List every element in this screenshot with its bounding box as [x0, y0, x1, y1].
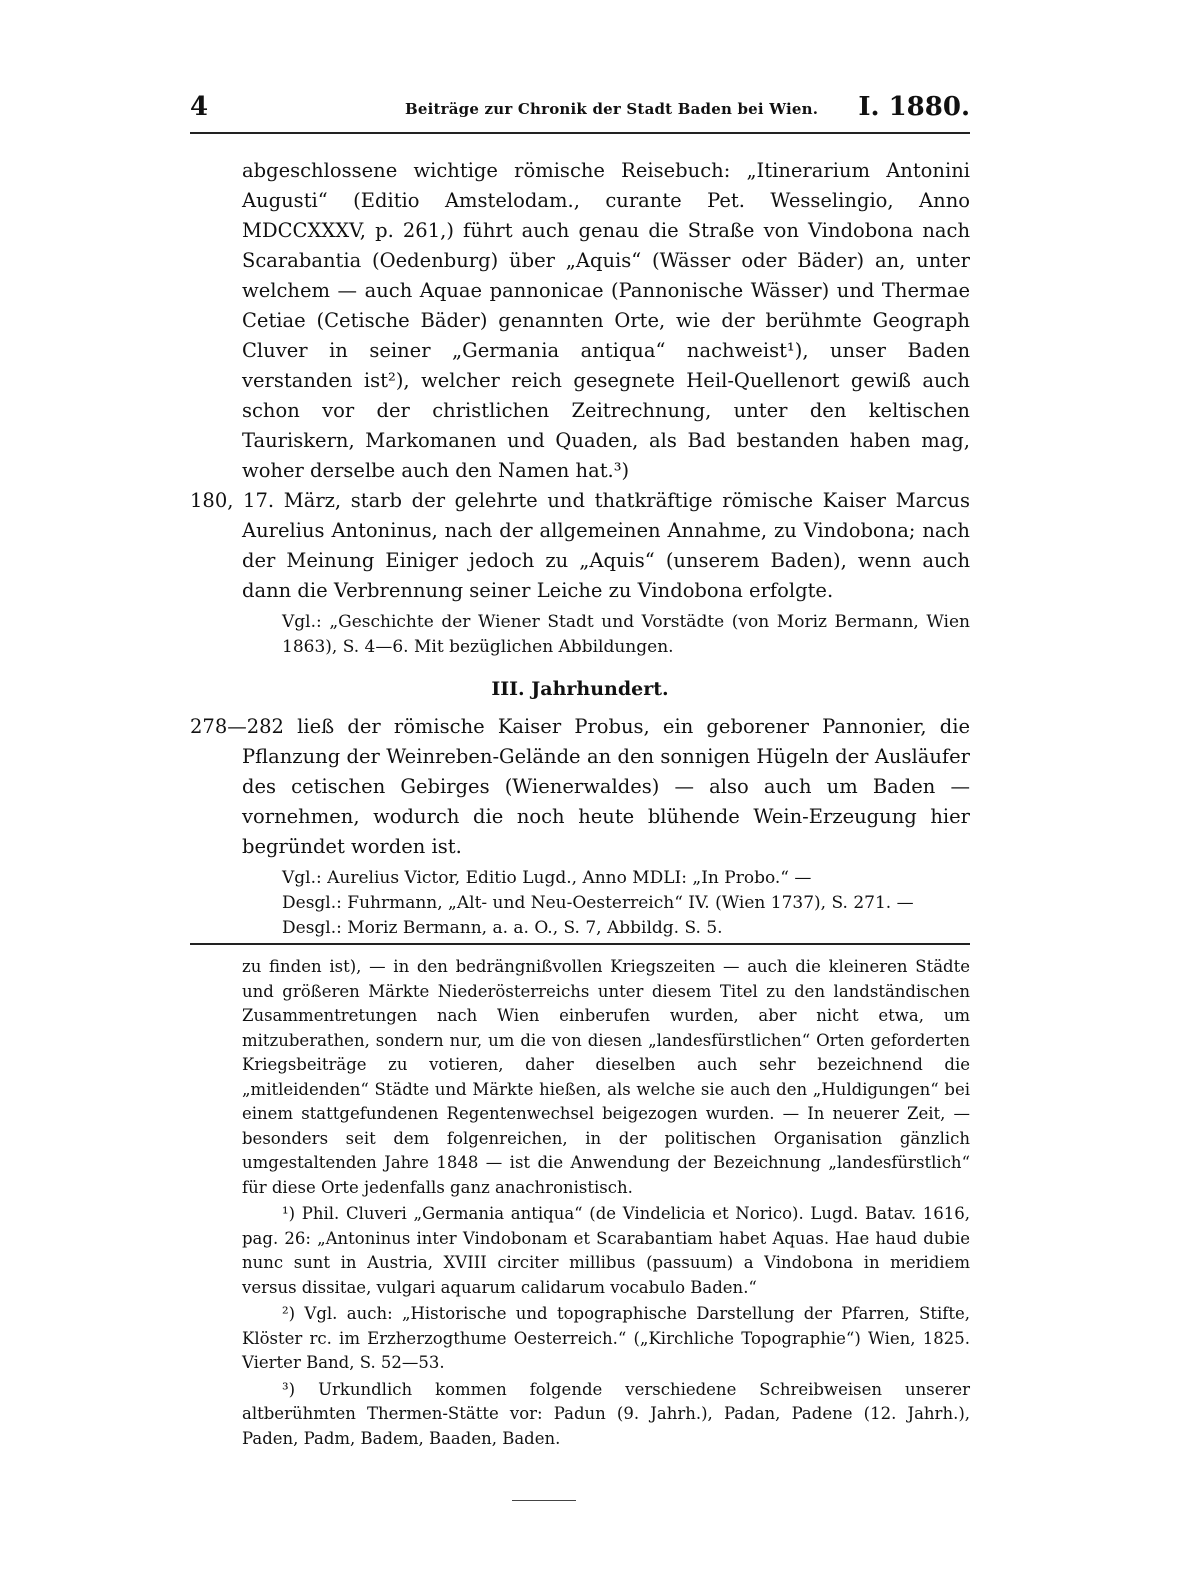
footnote-text: Vgl. auch: „Historische und topographische Darstellung der Pfarren, Stifte, Klöster rc. im Erzherzogthume Oesterreich.“ („Kirchliche Topographie“) Wien, 1825. Vierter Band, S. 52—53.: [242, 1304, 971, 1372]
footnote-1: [242, 1202, 970, 1300]
footnote-continuation: zu finden ist), — in den bedrängnißvollen Kriegszeiten — auch die kleineren Städte und größeren Märkte Niederösterreichs unter diesem Titel zu den landständischen Zusammentretungen nach Wien einberufen wurden, aber nicht etwa, um mitzuberathen, sondern nur, um die von diesen „landesfürstlichen“ Orten geforderten Kriegsbeiträge zu votieren, daher dieselben auch sehr bezeichnend die „mitleidenden“ Städte und Märkte hießen, als welche sie auch den „Huldigungen“ bei einem stattgefundenen Regentenwechsel beigezogen wurden. — In neuerer Zeit, — besonders seit dem folgenreichen, in der politischen Organisation gänzlich umgestaltenden Jahre 1848 — ist die Anwendung der Bezeichnung „landesfürstlich“ für diese Orte jedenfalls ganz anachronistisch.: [242, 957, 970, 1197]
footnote-divider: [190, 943, 970, 945]
volume-year: I. 1880.: [858, 92, 970, 122]
running-title: Beiträge zur Chronik der Stadt Baden bei Wien.: [405, 100, 819, 118]
reference-line: Desgl.: Fuhrmann, „Alt- und Neu-Oesterreich“ IV. (Wien 1737), S. 271. —: [282, 893, 914, 913]
paragraph-continuation: abgeschlossene wichtige römische Reisebuch: „Itinerarium Antonini Augusti“ (Editio Amstelodam., curante Pet. Wesselingio, Anno MDCCXXXV, p. 261,) führt auch genau die Straße von Vindobona nach Scarabantia (Oedenburg) über „Aquis“ (Wässer oder Bäder) an, unter welchem — auch Aquae pannonicae (Pannonische Wässer) und Thermae Cetiae (Cetische Bäder) genannten Orte, wie der berühmte Geograph Cluver in seiner „Germania antiqua“ nachweist¹), unser Baden verstanden ist²), welcher reich gesegnete Heil-Quellenort gewiß auch schon vor der christlichen Zeitrechnung, unter den keltischen Tauriskern, Markomanen und Quaden, als Bad bestanden haben mag, woher derselbe auch den Namen hat.³): [242, 159, 970, 482]
page-number: 4: [190, 92, 209, 122]
page-header: [190, 92, 970, 134]
footnote-mark: ²): [282, 1304, 296, 1323]
end-rule: [512, 1500, 576, 1501]
entry-date: 278—282: [190, 715, 284, 738]
entry-278: [190, 712, 970, 862]
reference: Vgl.: „Geschichte der Wiener Stadt und Vorstädte (von Moriz Bermann, Wien 1863), S. 4—6. Mit bezüglichen Abbildungen.: [282, 612, 970, 657]
reference-line: Vgl.: Aurelius Victor, Editio Lugd., Anno MDLI: „In Probo.“ —: [282, 868, 812, 888]
section-heading: III. Jahrhundert.: [491, 678, 669, 700]
reference-line: Desgl.: Moriz Bermann, a. a. O., S. 7, Abbildg. S. 5.: [282, 918, 723, 938]
entry-text: März, starb der gelehrte und thatkräftige römische Kaiser Marcus Aurelius Antoninus, nach der allgemeinen Annahme, zu Vindobona; nach der Meinung Einiger jedoch zu „Aquis“ (unserem Baden), wenn auch dann die Verbrennung seiner Leiche zu Vindobona erfolgte.: [242, 489, 970, 602]
footnotes: [190, 955, 970, 1451]
footnote-mark: ³): [282, 1379, 296, 1399]
entry-text: ließ der römische Kaiser Probus, ein geborener Pannonier, die Pflanzung der Weinreben-Gelände an den sonnigen Hügeln der Ausläufer des cetischen Gebirges (Wienerwaldes) — also auch um Baden — vornehmen, wodurch die noch heute blühende Wein-Erzeugung hier begründet worden ist.: [242, 715, 971, 858]
reference-block: [242, 866, 970, 941]
footnote-3: [242, 1378, 970, 1452]
footnote-text: Phil. Cluveri „Germania antiqua“ (de Vindelicia et Norico). Lugd. Batav. 1616, pag. 26: „Antoninus inter Vindobonam et Scarabantiam habet Aquas. Hae haud dubie nunc sunt in Austria, XVIII circiter millibus (passuum) a Vindobona in meridiem versus dissitae, vulgari aquarum calidarum vocabulo Baden.“: [242, 1204, 970, 1297]
footnote-mark: ¹): [282, 1204, 296, 1223]
entry-date: 180, 17.: [190, 489, 275, 512]
footnote-text: Urkundlich kommen folgende verschiedene Schreibweisen unserer altberühmten Thermen-Stätte vor: Padun (9. Jahrh.), Padan, Padene (12. Jahrh.), Paden, Padm, Badem, Baaden, Baden.: [242, 1379, 971, 1448]
entry-180: [190, 486, 970, 606]
footnote-2: [242, 1302, 970, 1376]
main-text: [190, 156, 970, 941]
